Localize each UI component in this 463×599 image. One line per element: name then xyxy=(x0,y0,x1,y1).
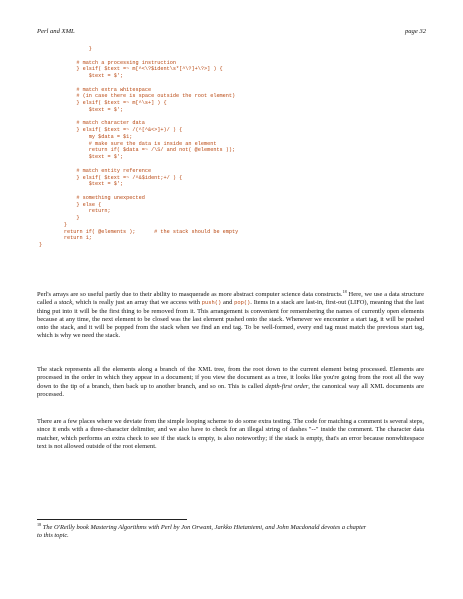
code-line xyxy=(39,80,419,87)
code-line: } xyxy=(39,221,68,228)
para-text: and xyxy=(221,299,235,307)
header-title: Perl and XML xyxy=(37,28,75,35)
paragraph-stacks xyxy=(37,288,425,341)
code-line: return 1; xyxy=(39,235,92,242)
paragraph-tree-branch xyxy=(37,366,424,399)
code-line: $text = $'; xyxy=(39,73,124,80)
code-line: # match a processing instruction xyxy=(39,59,176,66)
page-number: page 32 xyxy=(404,28,426,35)
para-text: Perl's arrays are so useful partly due to their ability to masquerade as more abstract computer science data constructs. xyxy=(37,291,343,298)
inline-code-pop: pop() xyxy=(234,300,251,307)
code-line: } xyxy=(39,242,43,249)
para-text: . Items in a stack are last-in, first-out (LIFO), meaning that the last thing put into it will be the first thing to be removed from it. This arrangement is convenient for remembering the names of currently open elements because at any time, the next element to be closed was the last element pushed onto the stack. Whenever we encounter a start tag, it will be pushed onto the stack, and it will be popped from the stack when we find an end tag. To be well-formed, every end tag must match the previous start tag, which is why we need the stack. xyxy=(37,299,425,340)
footnote-text: The O'Reilly book Mastering Algorithms with Perl by Jon Orwant, Jarkko Hietaniemi, and John Macdonald devotes a chapter to this topic. xyxy=(37,524,367,540)
code-line: # (in case there is space outside the root element) xyxy=(39,93,236,100)
code-line: } elsif( $text =~ m[^\s+] ) { xyxy=(39,100,167,107)
code-line: $text = $'; xyxy=(39,181,124,188)
footnote-number: 18 xyxy=(37,521,42,527)
code-line xyxy=(39,188,419,195)
code-line xyxy=(39,161,419,168)
code-line: # match character data xyxy=(39,120,145,127)
code-line: $text = $'; xyxy=(39,106,124,113)
para-text: There are a few places where we deviate from the simple looping scheme to do some extra testing. The code for matching a comment is several steps, since it ends with a three-character delimiter, and we also have to check for an illegal string of dashes "--" inside the comment. The character data matcher, which performs an extra check to see if the stack is empty, is also noteworthy; if the stack is empty, that's an error because nonwhitespace text is not allowed outside of the root element. xyxy=(37,418,424,450)
paragraph-extra-testing xyxy=(37,418,424,451)
inline-code-push: push() xyxy=(201,300,222,307)
para-text: , the canonical way all XML documents are processed. xyxy=(37,382,424,398)
code-line: } xyxy=(39,215,80,222)
code-line: # match entity reference xyxy=(39,167,152,174)
code-line: } elsif( $text =~ m[^<\?$ident\s*[^\?]+\?>] ) { xyxy=(39,66,223,73)
emphasis-stack: stack xyxy=(58,299,73,307)
code-line: } elsif( $text =~ /^&$ident;+/ ) { xyxy=(39,174,183,181)
footnote-ref[interactable]: 18 xyxy=(342,288,347,294)
code-line: return if( @elements ); # the stack should be empty xyxy=(39,228,239,235)
code-line: # match extra whitespace xyxy=(39,86,152,93)
code-line: # something unexpected xyxy=(39,194,145,201)
footnote xyxy=(37,521,367,541)
code-line: } elsif( $text =~ /(^[^&<>]+)/ ) { xyxy=(39,127,183,134)
code-line: # make sure the data is inside an element xyxy=(39,140,217,147)
code-line: return; xyxy=(39,208,111,215)
code-line: my $data = $1; xyxy=(39,133,133,140)
code-line xyxy=(39,53,419,60)
code-line: } else { xyxy=(39,201,102,208)
code-line: return if( $data =~ /\S/ and not( @elements )); xyxy=(39,147,236,154)
para-text: The stack represents all the elements along a branch of the XML tree, from the root down to the current element being processed. Elements are processed in the order in which they appear in a document; if you view the document as a tree, it looks like you're going from the root all the way down to the tip of a branch, then back up to another branch, and so on. This is called xyxy=(37,366,424,390)
code-listing xyxy=(39,46,419,249)
para-text: Here, we use a data structure called a xyxy=(37,291,424,307)
para-text: , which is really just an array that we access with xyxy=(72,299,202,307)
code-line xyxy=(39,114,419,121)
footnote-divider xyxy=(37,519,187,520)
code-line: $text = $'; xyxy=(39,154,124,161)
code-line: } xyxy=(39,46,92,52)
emphasis-depth-first-order: depth-first order xyxy=(265,382,309,390)
